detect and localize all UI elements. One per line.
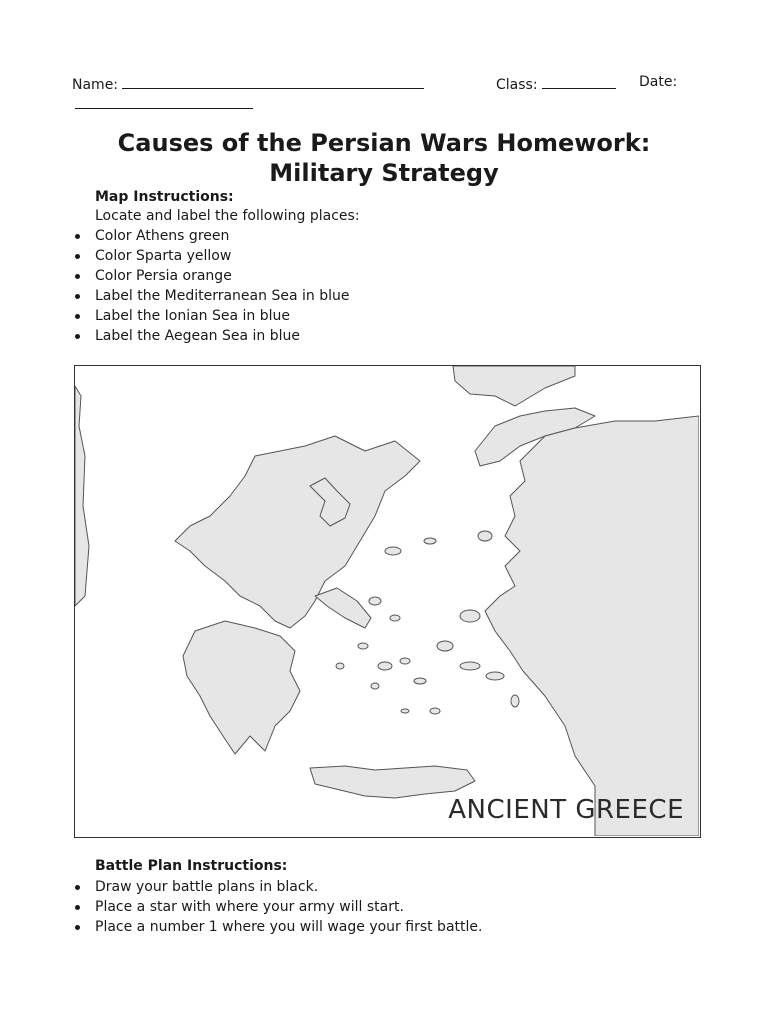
list-item: Place a number 1 where you will wage your first battle.	[0, 917, 482, 937]
northern-landmass	[453, 366, 575, 406]
map-illustration	[75, 366, 699, 836]
crete	[310, 766, 475, 798]
ancient-greece-map[interactable]	[74, 365, 701, 838]
name-label: Name:	[72, 77, 119, 93]
peloponnese	[183, 621, 300, 754]
date-blank[interactable]	[75, 94, 253, 109]
map-instructions-list	[0, 226, 349, 346]
page-title	[0, 128, 768, 188]
date-field[interactable]	[639, 74, 677, 90]
class-field[interactable]	[496, 74, 616, 93]
battle-plan-list	[0, 877, 482, 937]
list-item: Color Persia orange	[0, 266, 349, 286]
western-coast	[75, 386, 89, 606]
map-instructions-subheading: Locate and label the following places:	[95, 208, 360, 224]
list-item: Color Athens green	[0, 226, 349, 246]
name-blank[interactable]	[122, 74, 424, 89]
class-label: Class:	[496, 77, 538, 93]
anatolia	[485, 416, 699, 836]
list-item: Label the Aegean Sea in blue	[0, 326, 349, 346]
name-field[interactable]	[72, 74, 424, 93]
list-item: Place a star with where your army will start.	[0, 897, 482, 917]
class-blank[interactable]	[542, 74, 616, 89]
list-item: Label the Ionian Sea in blue	[0, 306, 349, 326]
title-line-1: Causes of the Persian Wars Homework:	[117, 129, 651, 157]
euboea	[315, 588, 371, 628]
title-line-2: Military Strategy	[269, 159, 499, 187]
list-item: Draw your battle plans in black.	[0, 877, 482, 897]
greek-mainland	[175, 436, 420, 628]
list-item: Color Sparta yellow	[0, 246, 349, 266]
date-label: Date:	[639, 74, 678, 90]
map-title-label: ANCIENT GREECE	[448, 795, 684, 825]
map-instructions-heading: Map Instructions:	[95, 189, 234, 205]
battle-plan-heading: Battle Plan Instructions:	[95, 858, 288, 874]
list-item: Label the Mediterranean Sea in blue	[0, 286, 349, 306]
